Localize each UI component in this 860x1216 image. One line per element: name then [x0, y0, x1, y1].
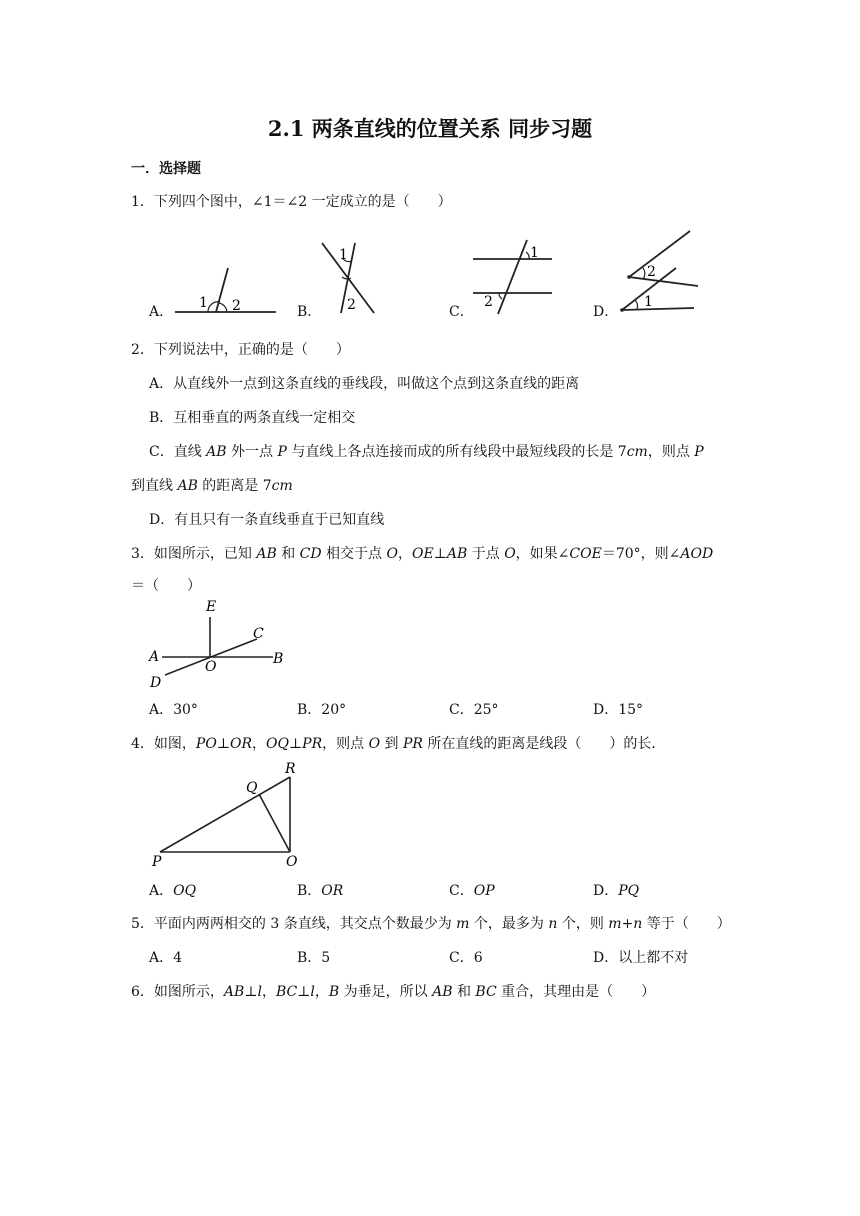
- q1d-label-1: 1: [644, 294, 653, 310]
- q1b-label-2: 2: [347, 297, 356, 313]
- q1a-label-1: 1: [199, 295, 208, 311]
- q4-option-c: C．OP: [449, 883, 495, 899]
- q3-option-c: C．25°: [449, 702, 499, 718]
- q5-option-c: C．6: [449, 950, 483, 966]
- q1b-label-1: 1: [339, 247, 348, 263]
- q3-label-e: E: [206, 599, 217, 615]
- q3-option-a: A．30°: [149, 702, 198, 718]
- question-2-stem: 2．下列说法中，正确的是（ ）: [131, 342, 350, 358]
- q4-figure: [148, 758, 308, 868]
- q3-label-d: D: [150, 675, 162, 691]
- q4-option-b: B．OR: [297, 883, 344, 899]
- page-title: 2.1 两条直线的位置关系 同步习题: [267, 116, 593, 141]
- q5-option-b: B．5: [297, 950, 331, 966]
- q1a-label-2: 2: [232, 298, 241, 314]
- q3-label-c: C: [253, 626, 264, 642]
- q1-figure-d: [616, 228, 706, 316]
- q3-figure: [145, 597, 295, 689]
- q1-figure-c: [470, 237, 560, 317]
- q4-option-d: D．PQ: [593, 883, 640, 899]
- q3-label-b: B: [273, 651, 284, 667]
- q1-option-a: A．: [149, 304, 174, 320]
- q1d-label-2: 2: [647, 264, 656, 280]
- q4-label-p: P: [152, 854, 162, 870]
- question-5-stem: 5．平面内两两相交的 3 条直线，其交点个数最少为 m 个，最多为 n 个，则 m+n 等于（ ）: [131, 916, 731, 932]
- q2-option-a: A．从直线外一点到这条直线的垂线段，叫做这个点到这条直线的距离: [149, 376, 580, 392]
- question-1-stem: 1．下列四个图中，∠1＝∠2 一定成立的是（ ）: [131, 194, 452, 210]
- section-heading: 一．选择题: [131, 161, 201, 177]
- q3-option-d: D．15°: [593, 702, 644, 718]
- q1c-label-2: 2: [484, 294, 493, 310]
- q1-option-b: B．: [297, 304, 322, 320]
- q1-figure-a: [170, 262, 280, 320]
- q2-option-c-line1: C．直线 AB 外一点 P 与直线上各点连接而成的所有线段中最短线段的长是 7cm，则点 P: [149, 444, 704, 460]
- q5-option-a: A．4: [149, 950, 183, 966]
- q4-option-a: A．OQ: [149, 883, 197, 899]
- q1c-label-1: 1: [530, 245, 539, 261]
- question-3-stem-line1: 3．如图所示，已知 AB 和 CD 相交于点 O，OE⊥AB 于点 O，如果∠COE＝70°，则∠AOD: [131, 546, 714, 562]
- question-3-stem-line2: ＝（ ）: [131, 578, 201, 594]
- q2-option-b: B．互相垂直的两条直线一定相交: [149, 410, 356, 426]
- q4-label-r: R: [285, 761, 296, 777]
- q2-option-c-line2: 到直线 AB 的距离是 7cm: [131, 478, 293, 494]
- q4-label-o: O: [286, 854, 298, 870]
- question-6-stem: 6．如图所示，AB⊥l，BC⊥l，B 为垂足，所以 AB 和 BC 重合，其理由是（ ）: [131, 984, 656, 1000]
- q1-option-d: D．: [593, 304, 619, 320]
- q2-option-d: D．有且只有一条直线垂直于已知直线: [149, 512, 385, 528]
- q5-option-d: D．以上都不对: [593, 950, 689, 966]
- q4-label-q: Q: [246, 780, 258, 796]
- q1-figure-b: [315, 237, 385, 319]
- q3-option-b: B．20°: [297, 702, 347, 718]
- q3-label-a: A: [149, 649, 160, 665]
- question-4-stem: 4．如图，PO⊥OR，OQ⊥PR，则点 O 到 PR 所在直线的距离是线段（ ）的长．: [131, 736, 666, 752]
- q3-label-o: O: [205, 659, 217, 675]
- q1-option-c: C．: [449, 304, 474, 320]
